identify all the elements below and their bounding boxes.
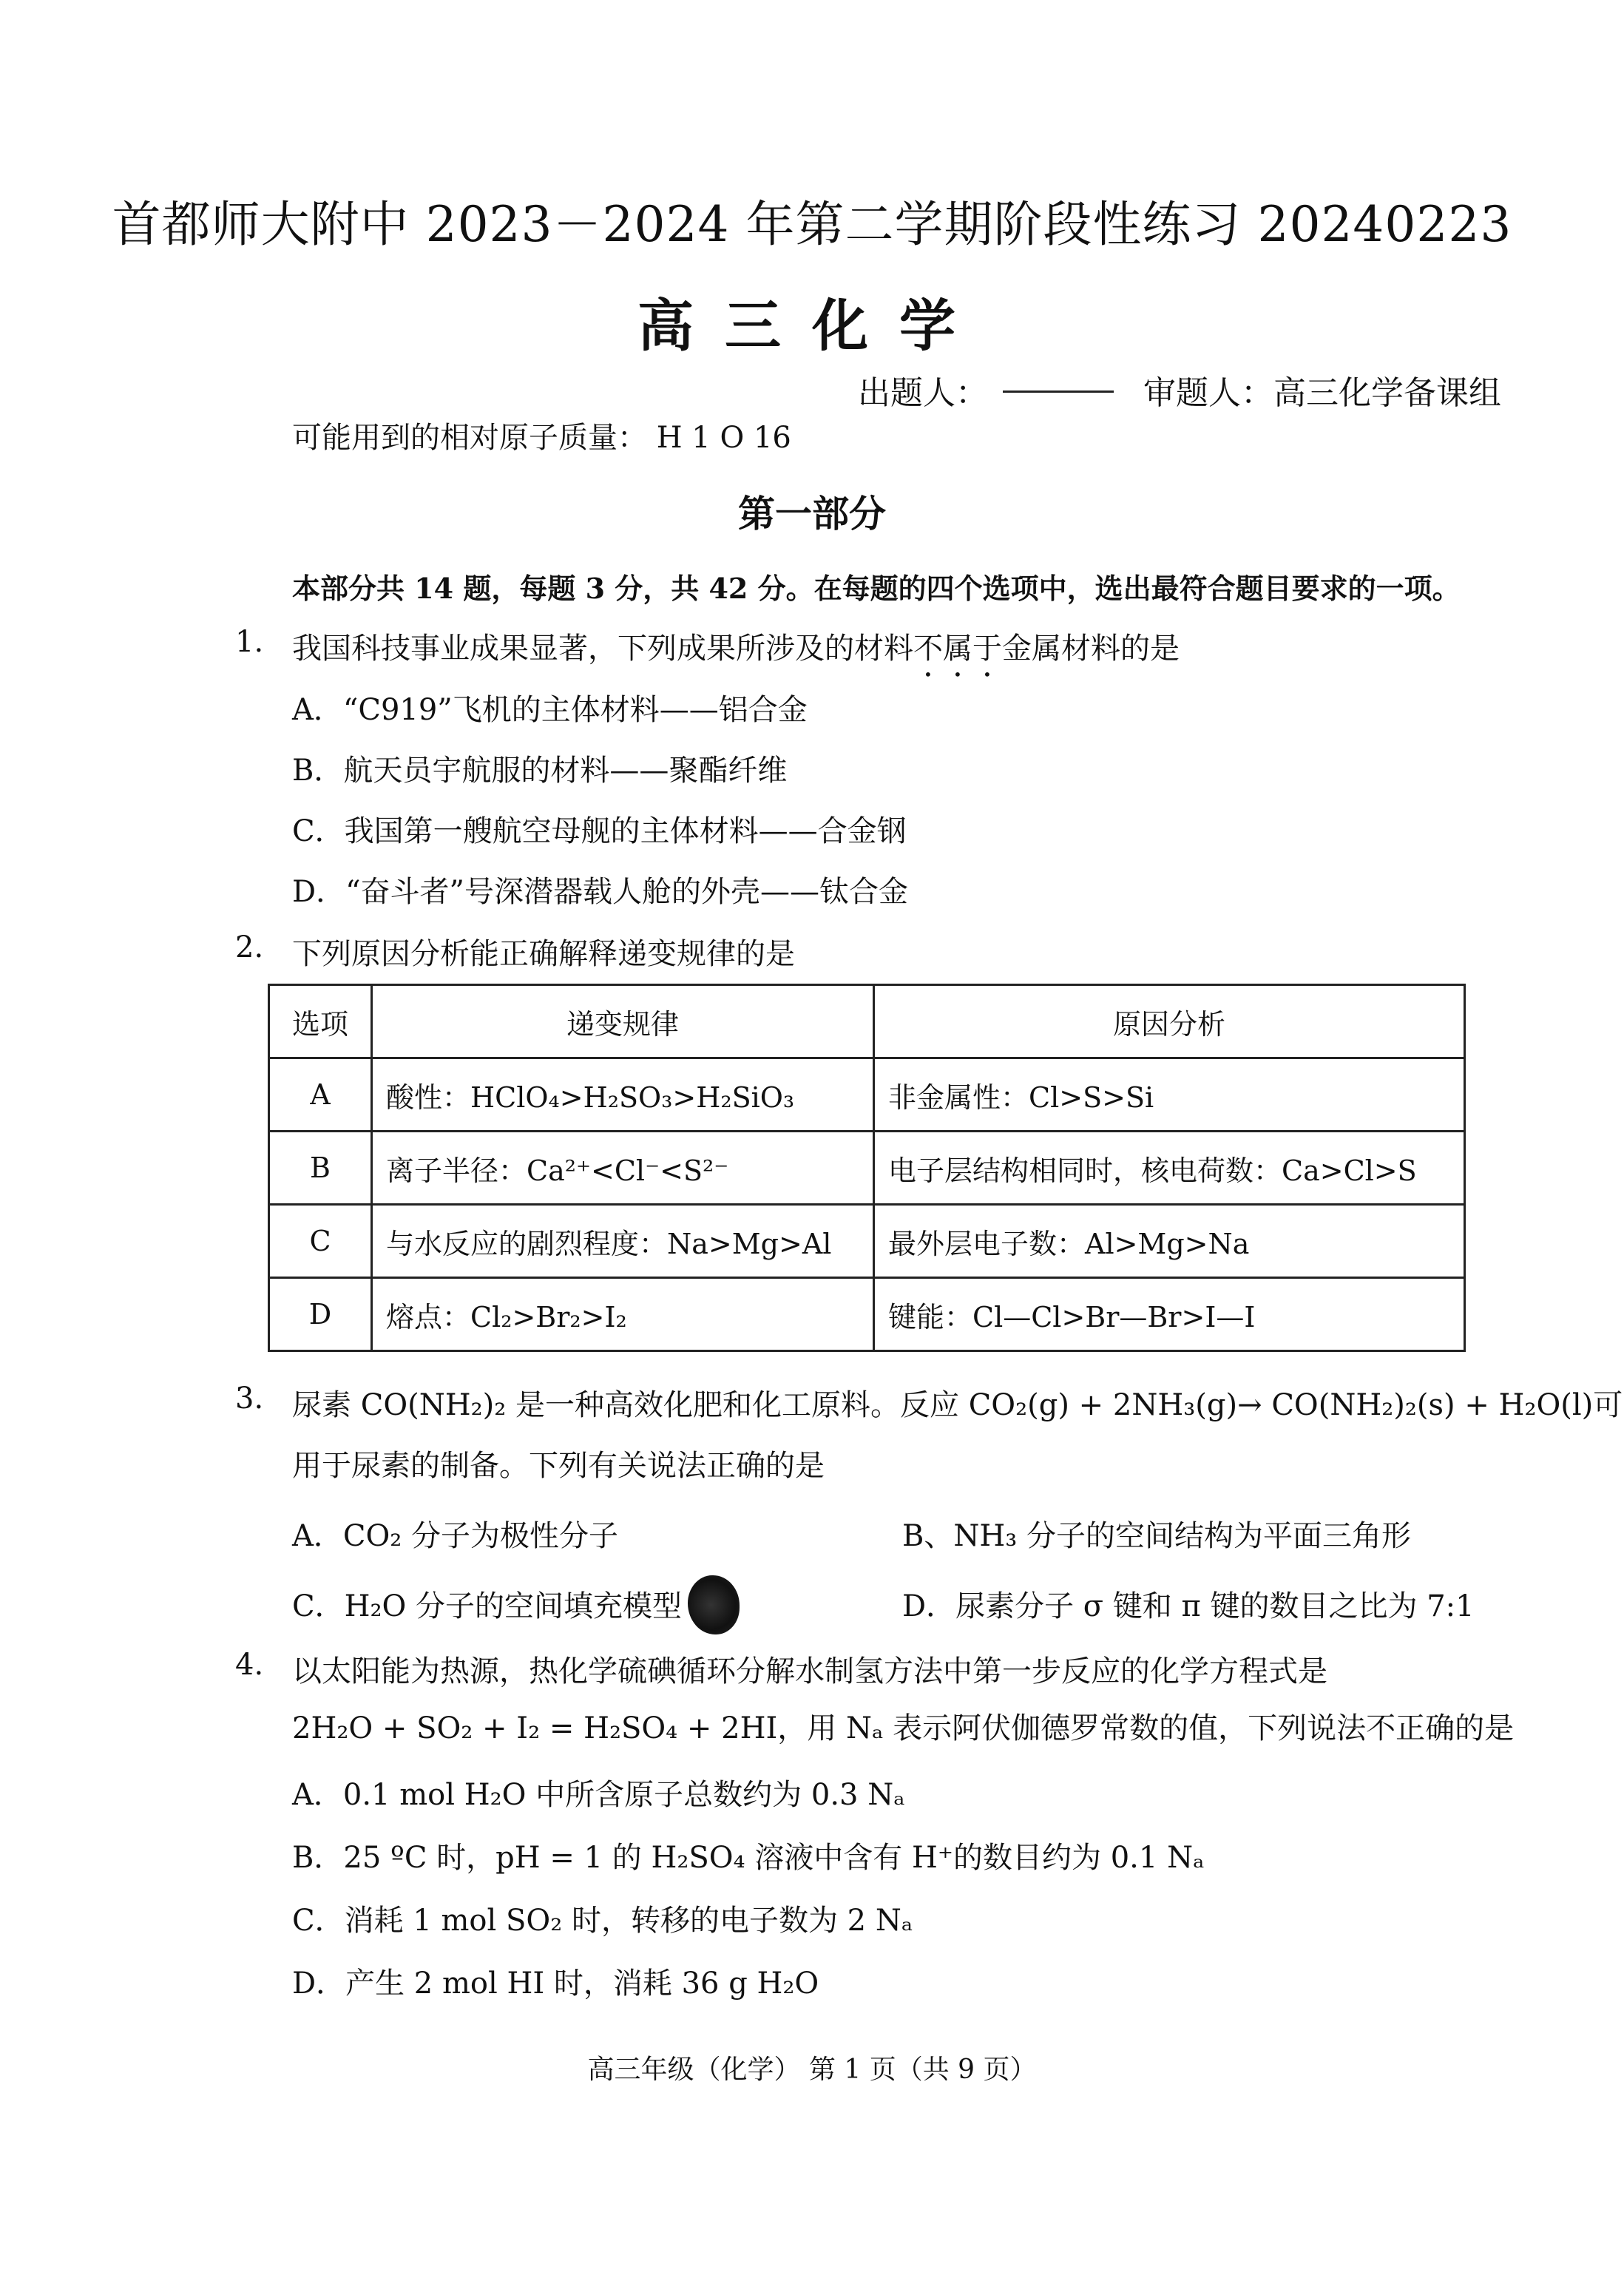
table-header-option: 选项 xyxy=(269,985,372,1058)
q4-option-a: A．0.1 mol H₂O 中所含原子总数约为 0.3 Nₐ xyxy=(292,1778,905,1812)
q4-stem-line2: 2H₂O + SO₂ + I₂ = H₂SO₄ + 2HI，用 Nₐ 表示阿伏伽德罗常数的值，下列说法不正确的是 xyxy=(292,1711,1515,1745)
table-cell-option: A xyxy=(269,1058,372,1132)
table-header-rule: 递变规律 xyxy=(372,985,874,1058)
table-row xyxy=(269,1278,1465,1351)
table-cell-reason: 最外层电子数：Al>Mg>Na xyxy=(874,1205,1465,1278)
table-cell-option: C xyxy=(269,1205,372,1278)
table-cell-rule: 酸性：HClO₄>H₂SO₃>H₂SiO₃ xyxy=(372,1058,874,1132)
q2-stem: 下列原因分析能正确解释递变规律的是 xyxy=(292,937,795,971)
q3-stem-line2: 用于尿素的制备。下列有关说法正确的是 xyxy=(292,1449,825,1483)
q3-option-a: A．CO₂ 分子为极性分子 xyxy=(292,1519,619,1553)
part-heading: 第一部分 xyxy=(738,492,886,535)
q1-option-b: B．航天员宇航服的材料——聚酯纤维 xyxy=(292,754,788,788)
page-footer: 高三年级（化学） 第 1 页（共 9 页） xyxy=(587,2055,1037,2085)
q4-stem-line1: 以太阳能为热源，热化学硫碘循环分解水制氢方法中第一步反应的化学方程式是 xyxy=(292,1654,1327,1688)
q3-option-d: D．尿素分子 σ 键和 π 键的数目之比为 7:1 xyxy=(902,1589,1475,1623)
table-header-reason: 原因分析 xyxy=(874,985,1465,1058)
q1-option-d: D．“奋斗者”号深潜器载人舱的外壳——钛合金 xyxy=(292,875,908,909)
q2-table xyxy=(268,984,1466,1352)
author-label: 出题人： xyxy=(858,374,988,412)
table-cell-option: B xyxy=(269,1132,372,1205)
table-cell-option: D xyxy=(269,1278,372,1351)
table-row xyxy=(269,1058,1465,1132)
q3-option-c: C．H₂O 分子的空间填充模型 xyxy=(292,1589,683,1623)
q3-number: 3. xyxy=(235,1382,264,1416)
part-instructions: 本部分共 14 题，每题 3 分，共 42 分。在每题的四个选项中，选出最符合题目要求的一项。 xyxy=(292,572,1461,605)
water-space-filling-model-icon xyxy=(688,1575,740,1634)
table-cell-rule: 离子半径：Ca²⁺<Cl⁻<S²⁻ xyxy=(372,1132,874,1205)
exam-title: 首都师大附中 2023－2024 年第二学期阶段性练习 20240223 xyxy=(112,196,1512,253)
table-cell-reason: 电子层结构相同时，核电荷数：Ca>Cl>S xyxy=(874,1132,1465,1205)
q1-stem-emphasis: 不属于 xyxy=(913,632,1002,666)
table-cell-reason: 键能：Cl—Cl>Br—Br>I—I xyxy=(874,1278,1465,1351)
table-cell-reason: 非金属性：Cl>S>Si xyxy=(874,1058,1465,1132)
subject-title: 高三化学 xyxy=(637,293,987,359)
q4-option-c: C．消耗 1 mol SO₂ 时，转移的电子数为 2 Nₐ xyxy=(292,1904,913,1938)
reviewer-label: 审题人：高三化学备课组 xyxy=(1143,374,1501,412)
q4-number: 4. xyxy=(235,1648,264,1682)
q1-stem xyxy=(292,625,1180,683)
author-line xyxy=(858,366,1501,413)
q2-number: 2. xyxy=(235,930,264,964)
table-cell-rule: 与水反应的剧烈程度：Na>Mg>Al xyxy=(372,1205,874,1278)
table-header-row xyxy=(269,985,1465,1058)
table-row xyxy=(269,1132,1465,1205)
q1-stem-a: 我国科技事业成果显著，下列成果所涉及的材料 xyxy=(292,632,913,666)
atomic-mass-note: 可能用到的相对原子质量： H 1 O 16 xyxy=(292,421,791,455)
table-row xyxy=(269,1205,1465,1278)
q3-stem-line1: 尿素 CO(NH₂)₂ 是一种高效化肥和化工原料。反应 CO₂(g) + 2NH₃(g)→ CO(NH₂)₂(s) + H₂O(l)可 xyxy=(292,1388,1623,1422)
table-cell-rule: 熔点：Cl₂>Br₂>I₂ xyxy=(372,1278,874,1351)
q1-stem-c: 金属材料的是 xyxy=(1002,632,1180,666)
q3-option-b: B、NH₃ 分子的空间结构为平面三角形 xyxy=(902,1519,1412,1553)
q1-option-a: A．“C919”飞机的主体材料——铝合金 xyxy=(292,693,808,727)
author-redacted xyxy=(1003,390,1114,393)
q4-option-d: D．产生 2 mol HI 时，消耗 36 g H₂O xyxy=(292,1967,819,2001)
q1-option-c: C．我国第一艘航空母舰的主体材料——合金钢 xyxy=(292,814,907,848)
q1-number: 1. xyxy=(235,625,264,659)
q4-option-b: B．25 ºC 时，pH = 1 的 H₂SO₄ 溶液中含有 H⁺的数目约为 0.1 Nₐ xyxy=(292,1841,1205,1875)
